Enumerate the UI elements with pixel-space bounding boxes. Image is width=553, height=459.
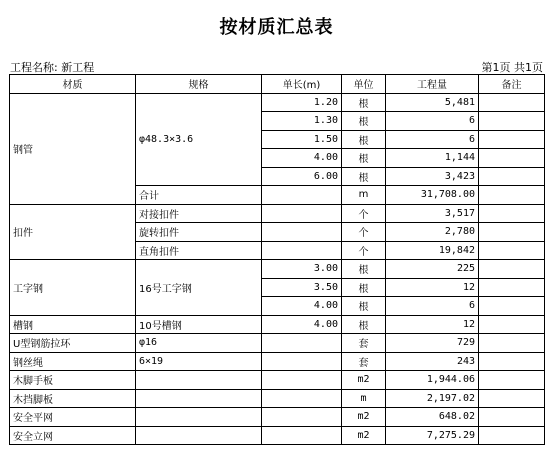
material-cell: 工字钢	[10, 260, 136, 316]
length-cell	[262, 408, 342, 427]
quantity-cell: 648.02	[386, 408, 479, 427]
quantity-cell: 1,144	[386, 149, 479, 168]
length-cell	[262, 371, 342, 390]
quantity-cell: 2,197.02	[386, 389, 479, 408]
unit-cell: 套	[342, 334, 386, 353]
material-cell: 安全平网	[10, 408, 136, 427]
header-material: 材质	[10, 75, 136, 94]
length-cell: 3.50	[262, 278, 342, 297]
unit-cell: m2	[342, 426, 386, 445]
spec-cell: 直角扣件	[136, 241, 262, 260]
remark-cell	[479, 93, 545, 112]
header-remark: 备注	[479, 75, 545, 94]
unit-cell: 根	[342, 112, 386, 131]
material-cell: 木脚手板	[10, 371, 136, 390]
unit-cell: m2	[342, 408, 386, 427]
length-cell	[262, 334, 342, 353]
header-quantity: 工程量	[386, 75, 479, 94]
unit-cell: 个	[342, 204, 386, 223]
quantity-cell: 12	[386, 278, 479, 297]
remark-cell	[479, 371, 545, 390]
remark-cell	[479, 204, 545, 223]
header-unit-length: 单长(m)	[262, 75, 342, 94]
quantity-cell: 729	[386, 334, 479, 353]
length-cell: 3.00	[262, 260, 342, 279]
unit-cell: 根	[342, 297, 386, 316]
length-cell: 1.30	[262, 112, 342, 131]
remark-cell	[479, 149, 545, 168]
unit-cell: 根	[342, 149, 386, 168]
table-row	[10, 426, 545, 445]
quantity-cell: 5,481	[386, 93, 479, 112]
table-row	[10, 204, 545, 223]
unit-cell: 根	[342, 278, 386, 297]
table-row	[10, 389, 545, 408]
material-cell: 钢丝绳	[10, 352, 136, 371]
remark-cell	[479, 315, 545, 334]
header-spec: 规格	[136, 75, 262, 94]
unit-cell: m	[342, 389, 386, 408]
unit-cell: 根	[342, 93, 386, 112]
material-summary-table	[9, 74, 545, 445]
table-header-row	[10, 75, 545, 94]
material-cell: 木挡脚板	[10, 389, 136, 408]
unit-cell: m	[342, 186, 386, 205]
quantity-cell: 12	[386, 315, 479, 334]
length-cell: 1.20	[262, 93, 342, 112]
unit-cell: 套	[342, 352, 386, 371]
page-info: 第1页 共1页	[481, 61, 543, 74]
length-cell	[262, 352, 342, 371]
unit-cell: 根	[342, 130, 386, 149]
remark-cell	[479, 241, 545, 260]
quantity-cell: 6	[386, 112, 479, 131]
unit-cell: m2	[342, 371, 386, 390]
quantity-cell: 225	[386, 260, 479, 279]
spec-cell	[136, 408, 262, 427]
remark-cell	[479, 112, 545, 131]
spec-cell: 10号槽钢	[136, 315, 262, 334]
table-row	[10, 408, 545, 427]
spec-cell: 对接扣件	[136, 204, 262, 223]
unit-cell: 个	[342, 223, 386, 242]
quantity-cell: 1,944.06	[386, 371, 479, 390]
length-cell: 1.50	[262, 130, 342, 149]
remark-cell	[479, 334, 545, 353]
length-cell: 4.00	[262, 315, 342, 334]
length-cell: 4.00	[262, 149, 342, 168]
table-row	[10, 93, 545, 112]
header-unit: 单位	[342, 75, 386, 94]
material-cell: 扣件	[10, 204, 136, 260]
remark-cell	[479, 408, 545, 427]
material-cell: U型钢筋拉环	[10, 334, 136, 353]
quantity-cell: 6	[386, 130, 479, 149]
length-cell	[262, 241, 342, 260]
table-row	[10, 315, 545, 334]
remark-cell	[479, 389, 545, 408]
remark-cell	[479, 167, 545, 186]
remark-cell	[479, 426, 545, 445]
remark-cell	[479, 260, 545, 279]
table-row	[10, 334, 545, 353]
spec-cell: 合计	[136, 186, 262, 205]
length-cell	[262, 204, 342, 223]
table-row	[10, 371, 545, 390]
spec-cell	[136, 389, 262, 408]
quantity-cell: 243	[386, 352, 479, 371]
material-cell: 安全立网	[10, 426, 136, 445]
project-name: 工程名称: 新工程	[10, 61, 95, 74]
quantity-cell: 3,423	[386, 167, 479, 186]
table-row	[10, 260, 545, 279]
spec-cell	[136, 426, 262, 445]
spec-cell: 6×19	[136, 352, 262, 371]
length-cell	[262, 426, 342, 445]
length-cell	[262, 223, 342, 242]
table-row	[10, 352, 545, 371]
quantity-cell: 6	[386, 297, 479, 316]
material-cell: 槽钢	[10, 315, 136, 334]
remark-cell	[479, 186, 545, 205]
length-cell	[262, 186, 342, 205]
length-cell: 4.00	[262, 297, 342, 316]
unit-cell: 根	[342, 167, 386, 186]
quantity-cell: 31,708.00	[386, 186, 479, 205]
unit-cell: 根	[342, 260, 386, 279]
spec-cell: 旋转扣件	[136, 223, 262, 242]
unit-cell: 个	[342, 241, 386, 260]
remark-cell	[479, 297, 545, 316]
remark-cell	[479, 352, 545, 371]
quantity-cell: 2,780	[386, 223, 479, 242]
quantity-cell: 3,517	[386, 204, 479, 223]
length-cell: 6.00	[262, 167, 342, 186]
unit-cell: 根	[342, 315, 386, 334]
remark-cell	[479, 130, 545, 149]
spec-cell	[136, 371, 262, 390]
remark-cell	[479, 223, 545, 242]
material-cell: 钢管	[10, 93, 136, 204]
page-title: 按材质汇总表	[219, 17, 334, 38]
quantity-cell: 7,275.29	[386, 426, 479, 445]
spec-cell: φ48.3×3.6	[136, 93, 262, 186]
quantity-cell: 19,842	[386, 241, 479, 260]
spec-cell: φ16	[136, 334, 262, 353]
spec-cell: 16号工字钢	[136, 260, 262, 316]
length-cell	[262, 389, 342, 408]
remark-cell	[479, 278, 545, 297]
